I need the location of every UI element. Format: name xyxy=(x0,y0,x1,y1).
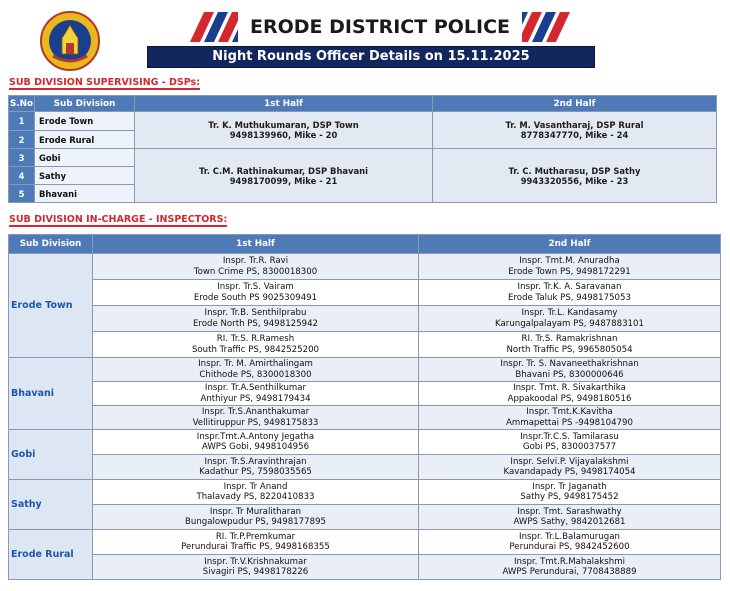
row-sub-division: Erode Rural xyxy=(35,131,135,149)
row-sno: 5 xyxy=(9,185,35,203)
division-label: Erode Town xyxy=(9,254,93,358)
second-half-officer: Inspr. Tmt. Sarashwathy AWPS Sathy, 9842012681 xyxy=(419,505,721,530)
row-sub-division: Erode Town xyxy=(35,112,135,131)
row-sno: 1 xyxy=(9,112,35,131)
first-half-officer: Inspr. Tr.A.Senthilkumar Anthiyur PS, 9498179434 xyxy=(93,382,419,406)
dsp-section-heading: SUB DIVISION SUPERVISING - DSPs: xyxy=(9,77,200,88)
second-half-officer: Inspr. Tmt.K.Kavitha Ammapettai PS -9498104790 xyxy=(419,406,721,430)
row-sno: 3 xyxy=(9,149,35,167)
first-half-officer: RI. Tr.S. R.Ramesh South Traffic PS, 9842525200 xyxy=(93,332,419,358)
division-label: Gobi xyxy=(9,430,93,480)
dsp-name: Tr. C.M. Rathinakumar, DSP Bhavani xyxy=(198,165,368,176)
row-sub-division: Sathy xyxy=(35,167,135,185)
second-half-officer: Inspr.Tr.C.S. Tamilarasu Gobi PS, 8300037577 xyxy=(419,430,721,455)
second-half-officer: Inspr. Tr.L.Balamurugan Perundurai PS, 9842452600 xyxy=(419,530,721,555)
tamilnadu-police-logo xyxy=(33,10,107,72)
division-label: Erode Rural xyxy=(9,530,93,580)
first-half-officer: Inspr. Tr.S.Ananthakumar Vellitiruppur PS, 9498175833 xyxy=(93,406,419,430)
first-half-officer: Inspr. Tr.S.Aravinthrajan Kadathur PS, 7598035565 xyxy=(93,455,419,480)
dsp-contact: 8778347770, Mike - 24 xyxy=(520,130,629,140)
first-half-officer: RI. Tr.P.Premkumar Perundurai Traffic PS, 9498168355 xyxy=(93,530,419,555)
header-first-half: 1st Half xyxy=(135,96,433,112)
header-second-half: 2nd Half xyxy=(419,235,721,254)
division-label: Sathy xyxy=(9,480,93,530)
inspector-table xyxy=(8,234,721,580)
second-half-officer: Inspr. Tr Jaganath Sathy PS, 9498175452 xyxy=(419,480,721,505)
dsp-contact: 9498139960, Mike - 20 xyxy=(229,130,338,140)
dsp-first-half xyxy=(135,112,433,149)
first-half-officer: Inspr. Tr.R. Ravi Town Crime PS, 8300018300 xyxy=(93,254,419,280)
second-half-officer: Inspr. Tr.K. A. Saravanan Erode Taluk PS, 9498175053 xyxy=(419,280,721,306)
second-half-officer: Inspr. Tr.L. Kandasamy Karungalpalayam PS, 9487883101 xyxy=(419,306,721,332)
second-half-officer: Inspr. Tr. S. Navaneethakrishnan Bhavani PS, 8300000646 xyxy=(419,358,721,382)
row-sub-division: Gobi xyxy=(35,149,135,167)
header-sno: S.No xyxy=(9,96,35,112)
dsp-name: Tr. C. Mutharasu, DSP Sathy xyxy=(508,165,641,176)
first-half-officer: Inspr. Tr.S. Vairam Erode South PS 9025309491 xyxy=(93,280,419,306)
page-subtitle: Night Rounds Officer Details on 15.11.2025 xyxy=(147,46,595,68)
header-first-half: 1st Half xyxy=(93,235,419,254)
dsp-table xyxy=(8,95,717,203)
second-half-officer: Inspr. Tmt. R. Sivakarthika Appakoodal PS, 9498180516 xyxy=(419,382,721,406)
dsp-name: Tr. K. Muthukumaran, DSP Town xyxy=(208,120,359,130)
first-half-officer: Inspr. Tr Anand Thalavady PS, 8220410833 xyxy=(93,480,419,505)
dsp-contact: 9943320556, Mike - 23 xyxy=(520,175,629,186)
second-half-officer: RI. Tr.S. Ramakrishnan North Traffic PS, 9965805054 xyxy=(419,332,721,358)
first-half-officer: Inspr.Tmt.A.Antony Jegatha AWPS Gobi, 9498104956 xyxy=(93,430,419,455)
first-half-officer: Inspr. Tr Muralitharan Bungalowpudur PS, 9498177895 xyxy=(93,505,419,530)
header-sub-division: Sub Division xyxy=(9,235,93,254)
dsp-name: Tr. M. Vasantharaj, DSP Rural xyxy=(505,120,644,130)
dsp-first-half xyxy=(135,149,433,203)
row-sno: 2 xyxy=(9,131,35,149)
second-half-officer: Inspr. Selvi.P. Vijayalakshmi Kavandapady PS, 9498174054 xyxy=(419,455,721,480)
first-half-officer: Inspr. Tr.B. Senthilprabu Erode North PS, 9498125942 xyxy=(93,306,419,332)
first-half-officer: Inspr. Tr.V.Krishnakumar Sivagiri PS, 9498178226 xyxy=(93,555,419,580)
second-half-officer: Inspr. Tmt.M. Anuradha Erode Town PS, 9498172291 xyxy=(419,254,721,280)
second-half-officer: Inspr. Tmt.R.Mahalakshmi AWPS Perundurai, 7708438889 xyxy=(419,555,721,580)
dsp-second-half xyxy=(433,149,717,203)
inspector-section-heading: SUB DIVISION IN-CHARGE - INSPECTORS: xyxy=(9,214,228,225)
title-banner xyxy=(190,12,570,42)
first-half-officer: Inspr. Tr. M. Amirthalingam Chithode PS, 8300018300 xyxy=(93,358,419,382)
header-second-half: 2nd Half xyxy=(433,96,717,112)
page-title: ERODE DISTRICT POLICE xyxy=(238,12,522,42)
row-sno: 4 xyxy=(9,167,35,185)
row-sub-division: Bhavani xyxy=(35,185,135,203)
dsp-contact: 9498170099, Mike - 21 xyxy=(229,175,338,186)
header-sub-division: Sub Division xyxy=(35,96,135,112)
division-label: Bhavani xyxy=(9,358,93,430)
dsp-second-half xyxy=(433,112,717,149)
